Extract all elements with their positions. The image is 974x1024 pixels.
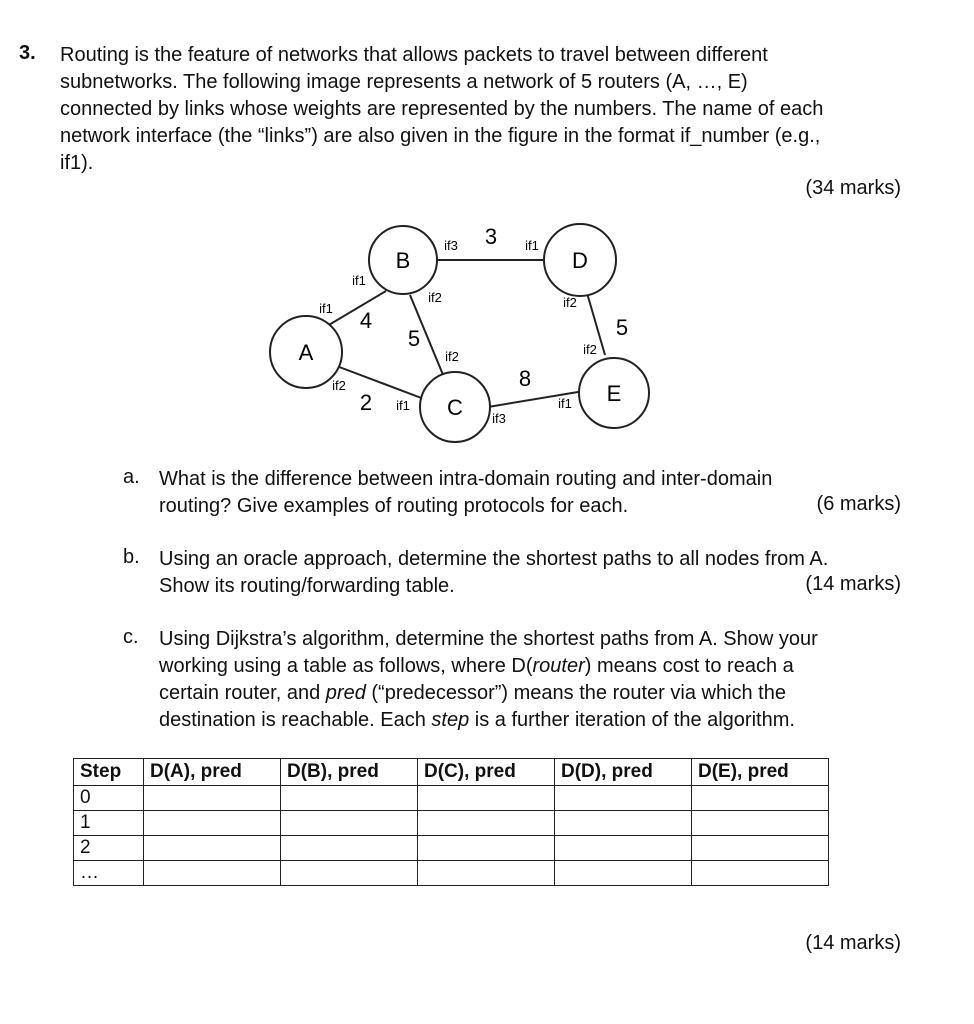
part-b-text [159, 546, 904, 600]
interface-label: if3 [492, 411, 506, 426]
part-line: Show its routing/forwarding table. [159, 575, 455, 597]
table-header-cell: D(E), pred [692, 759, 829, 786]
part-c-marks: (14 marks) [805, 932, 901, 954]
table-cell: 1 [74, 811, 144, 836]
part-line [159, 707, 904, 734]
table-cell [144, 861, 281, 886]
table-header-cell: D(C), pred [418, 759, 555, 786]
table-cell [692, 786, 829, 811]
interface-label: if2 [583, 342, 597, 357]
router-label: A [298, 340, 314, 365]
dijkstra-table [73, 758, 829, 886]
intro-line: connected by links whose weights are represented by the numbers. The name of each [60, 98, 824, 120]
table-cell [692, 811, 829, 836]
table-header-cell: D(A), pred [144, 759, 281, 786]
part-a-marks: (6 marks) [816, 493, 901, 515]
table-cell [555, 861, 692, 886]
part-line [159, 680, 904, 707]
interface-label: if2 [445, 349, 459, 364]
router-label: B [395, 248, 411, 273]
table-row [74, 811, 829, 836]
interface-label: if1 [396, 398, 410, 413]
intro-line: subnetworks. The following image represents a network of 5 routers (A, …, E) [60, 71, 748, 93]
part-c-text [159, 626, 904, 734]
table-header-row [74, 759, 829, 786]
interface-label: if1 [558, 396, 572, 411]
table-cell: 0 [74, 786, 144, 811]
interface-label: if1 [525, 238, 539, 253]
table-cell [418, 811, 555, 836]
table-cell: … [74, 861, 144, 886]
weight-label: 5 [615, 315, 629, 340]
table-cell [144, 786, 281, 811]
table-header-cell: D(B), pred [281, 759, 418, 786]
table-cell [281, 836, 418, 861]
intro-line: Routing is the feature of networks that allows packets to travel between different [60, 44, 768, 66]
weight-label: 5 [407, 326, 421, 351]
text-run: destination is reachable. Each [159, 709, 432, 731]
text-run-italic: router [532, 655, 585, 677]
question-intro [60, 42, 910, 177]
table-cell [144, 811, 281, 836]
intro-line: if1). [60, 152, 94, 174]
table-cell: 2 [74, 836, 144, 861]
part-b-marks: (14 marks) [805, 573, 901, 595]
table-cell [555, 786, 692, 811]
table-row [74, 786, 829, 811]
part-line [159, 626, 904, 653]
interface-label: if1 [319, 301, 333, 316]
table-cell [692, 836, 829, 861]
text-run-italic: step [431, 709, 470, 731]
part-line: What is the difference between intra-domain routing and inter-domain [159, 468, 773, 490]
text-run: working using a table as follows, where D( [159, 655, 533, 677]
table-cell [281, 861, 418, 886]
router-label: C [447, 395, 463, 420]
weight-label: 2 [359, 390, 373, 415]
table-cell [692, 861, 829, 886]
part-c-letter: c. [123, 626, 139, 648]
table-cell [418, 786, 555, 811]
part-line: routing? Give examples of routing protocols for each. [159, 495, 629, 517]
weight-label: 4 [359, 308, 373, 333]
weight-label: 3 [484, 224, 498, 249]
text-run-italic: pred [325, 682, 366, 704]
router-label: D [572, 248, 588, 273]
table-header-cell: Step [74, 759, 144, 786]
interface-label: if2 [332, 378, 346, 393]
question-number: 3. [19, 42, 36, 64]
part-line [159, 653, 904, 680]
table-cell [418, 861, 555, 886]
table-row [74, 861, 829, 886]
text-run: Using Dijkstra’s algorithm, determine the shortest paths from A. Show your [159, 628, 818, 650]
text-run: ) means cost to reach a [584, 655, 794, 677]
table-row [74, 836, 829, 861]
table-cell [555, 811, 692, 836]
interface-label: if1 [352, 273, 366, 288]
table-cell [281, 811, 418, 836]
part-line: Using an oracle approach, determine the shortest paths to all nodes from A. [159, 548, 829, 570]
text-run: certain router, and [159, 682, 326, 704]
question-marks: (34 marks) [805, 177, 901, 199]
part-a-text [159, 466, 904, 520]
interface-label: if3 [444, 238, 458, 253]
router-label: E [606, 381, 622, 406]
text-run: is a further iteration of the algorithm. [469, 709, 795, 731]
interface-label: if2 [563, 295, 577, 310]
part-a-letter: a. [123, 466, 140, 488]
network-diagram [250, 210, 670, 450]
table-cell [555, 836, 692, 861]
intro-line: network interface (the “links”) are also given in the figure in the format if_number (e.g., [60, 125, 821, 147]
table-cell [144, 836, 281, 861]
text-run: (“predecessor”) means the router via which the [365, 682, 786, 704]
table-header-cell: D(D), pred [555, 759, 692, 786]
weight-label: 8 [518, 366, 532, 391]
table-cell [281, 786, 418, 811]
part-b-letter: b. [123, 546, 140, 568]
table-cell [418, 836, 555, 861]
interface-label: if2 [428, 290, 442, 305]
